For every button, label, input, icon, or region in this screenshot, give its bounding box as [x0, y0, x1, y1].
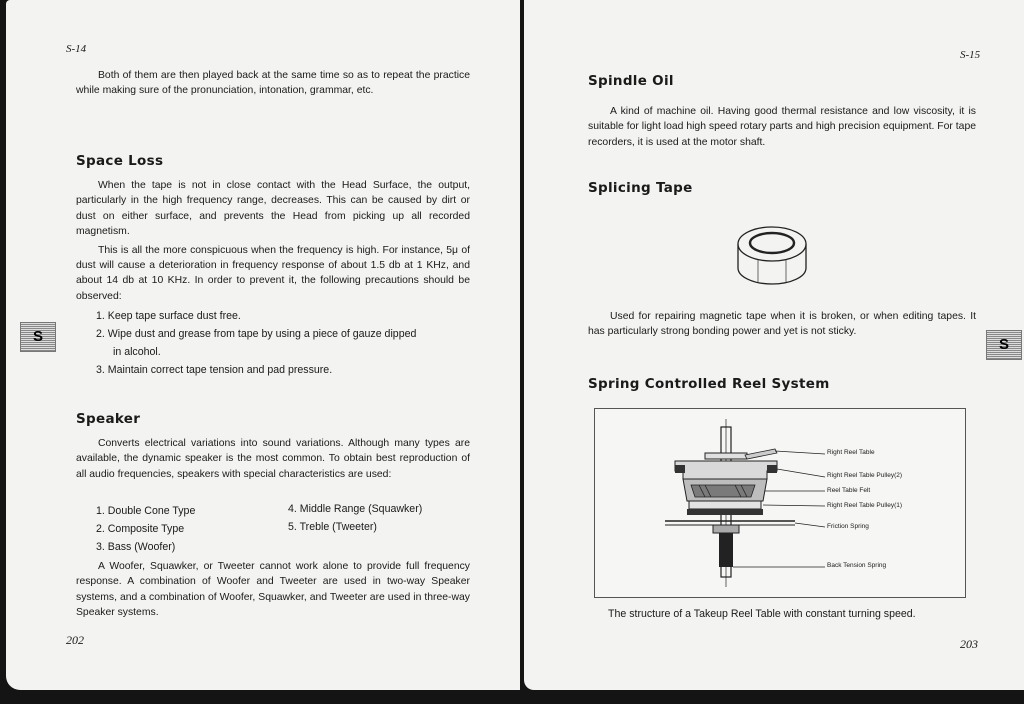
diagram-label: Reel Table Felt: [827, 487, 871, 494]
list-item: 1. Double Cone Type: [96, 505, 196, 517]
page-header-left: S-14: [66, 43, 87, 55]
space-loss-text: [76, 178, 470, 304]
speaker-types-col1: [96, 502, 195, 556]
list-item: 5. Treble (Tweeter): [288, 521, 377, 533]
list-item: in alcohol.: [113, 346, 161, 358]
heading-speaker: Speaker: [76, 411, 141, 427]
list-item: 2. Wipe dust and grease from tape by using a piece of gauze dipped: [96, 328, 417, 340]
section-tab-left: S: [20, 322, 56, 352]
splicing-tape-text: Used for repairing magnetic tape when it is broken, or when editing tapes. It has particularly strong bonding power and yet is not sticky.: [588, 311, 976, 338]
reel-table-diagram: [594, 408, 966, 598]
speaker-types-col2: [288, 500, 422, 536]
diagram-caption: The structure of a Takeup Reel Table with constant turning speed.: [608, 608, 916, 620]
list-item: 3. Maintain correct tape tension and pad pressure.: [96, 364, 333, 376]
precautions-list: [96, 307, 416, 379]
diagram-label: Back Tension Spring: [827, 562, 887, 569]
reel-table-cross-section: [595, 409, 965, 597]
speaker-text: Converts electrical variations into sound variations. Although many types are available, the dynamic speaker is the most common. To obtain best reproduction of all audio frequencies, speakers with special characteristics are used:: [76, 438, 470, 480]
heading-spindle-oil: Spindle Oil: [588, 73, 674, 89]
section-tab-right: S: [986, 330, 1022, 360]
speaker-text-2: A Woofer, Squawker, or Tweeter cannot work alone to provide full frequency response. A combination of Woofer and Tweeter are used in two-way Speaker systems, and a combination of Woofer, Squawker, and Tweeter are used in three-way Speaker systems.: [76, 561, 470, 619]
list-item: 1. Keep tape surface dust free.: [96, 310, 241, 322]
diagram-label: Right Reel Table Pulley(1): [827, 502, 903, 509]
right-page: [524, 0, 1024, 690]
list-item: 4. Middle Range (Squawker): [288, 503, 423, 515]
list-item: 2. Composite Type: [96, 523, 185, 535]
spindle-oil-text: A kind of machine oil. Having good thermal resistance and low viscosity, it is suitable for light load high speed rotary parts and high precision equipment. For tape recorders, it is used at the motor shaft.: [588, 106, 976, 148]
diagram-label: Friction Spring: [827, 523, 869, 530]
diagram-label: Right Reel Table Pulley(2): [827, 472, 903, 479]
space-loss-p2: This is all the more conspicuous when the frequency is high. For instance, 5μ of dust will cause a deterioration in frequency response of about 1.5 db at 1 KHz, and about 14 db at 10 KHz. In order to prevent it, the following precautions should be observed:: [76, 244, 470, 302]
left-page: [6, 0, 520, 690]
space-loss-p1: When the tape is not in close contact with the Head Surface, the output, particularly in the high frequency range, decreases. This can be caused by dirt or dust on either surface, and prevents the Head from picking up all recorded magnetism.: [76, 180, 470, 238]
heading-spring-controlled-reel: Spring Controlled Reel System: [588, 376, 830, 392]
page-header-right: S-15: [960, 49, 981, 61]
diagram-label: Right Reel Table: [827, 449, 875, 456]
list-item: 3. Bass (Woofer): [96, 541, 176, 553]
page-number-left: 202: [66, 633, 84, 647]
heading-splicing-tape: Splicing Tape: [588, 180, 693, 196]
heading-space-loss: Space Loss: [76, 153, 164, 169]
splicing-tape-roll-illustration: [732, 212, 812, 290]
page-number-right: 203: [960, 637, 978, 651]
intro-paragraph: Both of them are then played back at the same time so as to repeat the practice while making sure of the pronunciation, intonation, grammar, etc.: [76, 70, 470, 97]
